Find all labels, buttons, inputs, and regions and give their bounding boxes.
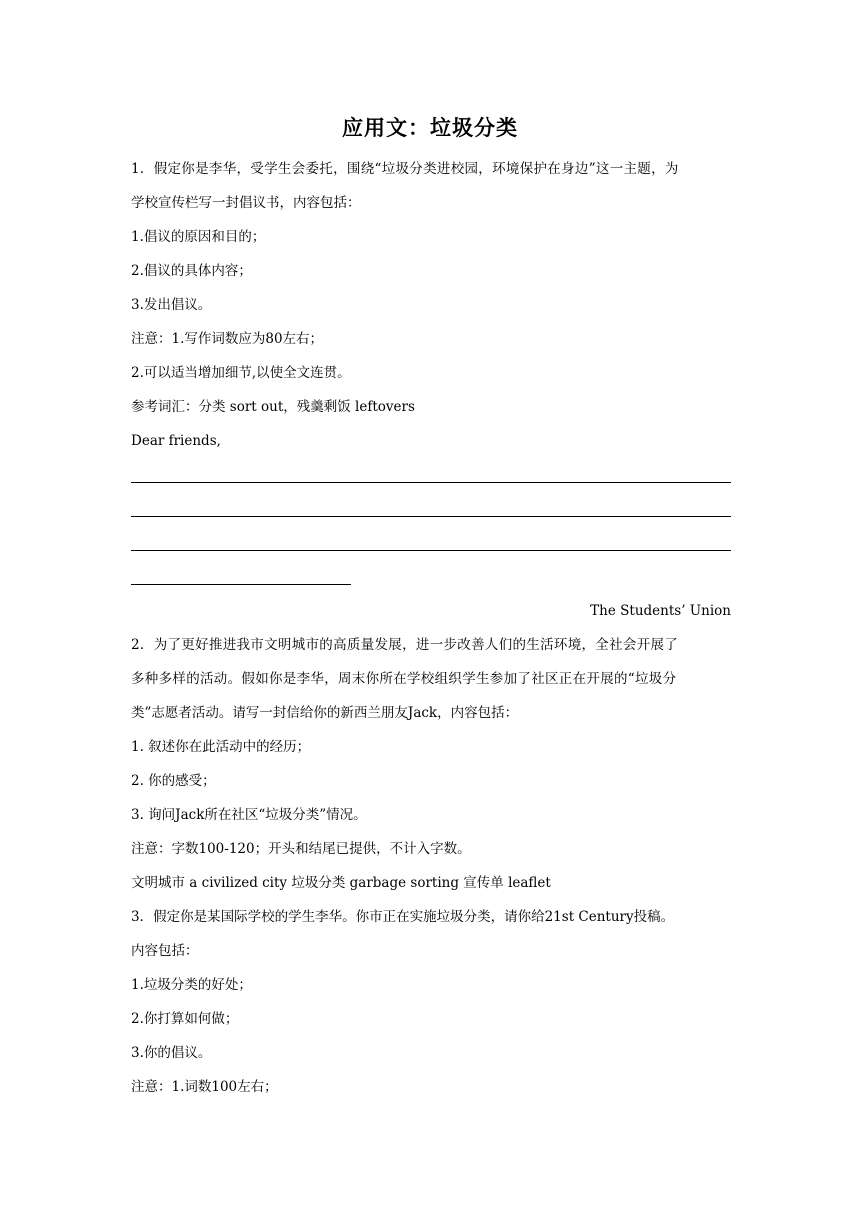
q2-prompt-line-1: 2．为了更好推进我市文明城市的高质量发展，进一步改善人们的生活环境，全社会开展了 — [131, 637, 679, 653]
answer-line — [131, 526, 731, 560]
document-body — [131, 152, 731, 1104]
q3-note-1: 注意：1.词数100左右； — [131, 1079, 278, 1095]
q2-item-2: 2. 你的感受； — [131, 773, 216, 789]
q1-note-2: 2.可以适当增加细节,以使全文连贯。 — [131, 365, 351, 381]
q1-greeting: Dear friends, — [131, 433, 221, 449]
q2-item-1: 1. 叙述你在此活动中的经历； — [131, 739, 311, 755]
q1-signature: The Students’ Union — [590, 603, 731, 619]
answer-line-short — [131, 560, 731, 594]
q2-note: 注意：字数100-120；开头和结尾已提供，不计入字数。 — [131, 841, 471, 857]
answer-line — [131, 458, 731, 492]
q3-item-2: 2.你打算如何做； — [131, 1011, 239, 1027]
q1-item-3: 3.发出倡议。 — [131, 297, 212, 313]
q3-item-3: 3.你的倡议。 — [131, 1045, 212, 1061]
q1-item-2: 2.倡议的具体内容； — [131, 263, 252, 279]
answer-line — [131, 492, 731, 526]
q2-prompt-line-3: 类”志愿者活动。请写一封信给你的新西兰朋友Jack，内容包括： — [131, 705, 519, 721]
q1-item-1: 1.倡议的原因和目的； — [131, 229, 266, 245]
q1-prompt-line-2: 学校宣传栏写一封倡议书，内容包括： — [131, 195, 361, 211]
q3-item-1: 1.垃圾分类的好处； — [131, 977, 252, 993]
q2-item-3: 3. 询问Jack所在社区“垃圾分类”情况。 — [131, 807, 367, 823]
q3-prompt-line-1: 3．假定你是某国际学校的学生李华。你市正在实施垃圾分类，请你给21st Century投稿。 — [131, 909, 675, 925]
q1-vocab: 参考词汇：分类 sort out，残羹剩饭 leftovers — [131, 399, 415, 415]
q1-note-1: 注意：1.写作词数应为80左右； — [131, 331, 324, 347]
q2-prompt-line-2: 多种多样的活动。假如你是李华，周末你所在学校组织学生参加了社区正在开展的“垃圾分 — [131, 671, 677, 687]
page-title: 应用文：垃圾分类 — [342, 116, 518, 140]
q3-prompt-line-2: 内容包括： — [131, 943, 199, 959]
q2-vocab: 文明城市 a civilized city 垃圾分类 garbage sorting 宣传单 leaflet — [131, 875, 551, 891]
q1-prompt-line-1: 1．假定你是李华，受学生会委托，围绕“垃圾分类进校园，环境保护在身边”这一主题，为 — [131, 161, 679, 177]
